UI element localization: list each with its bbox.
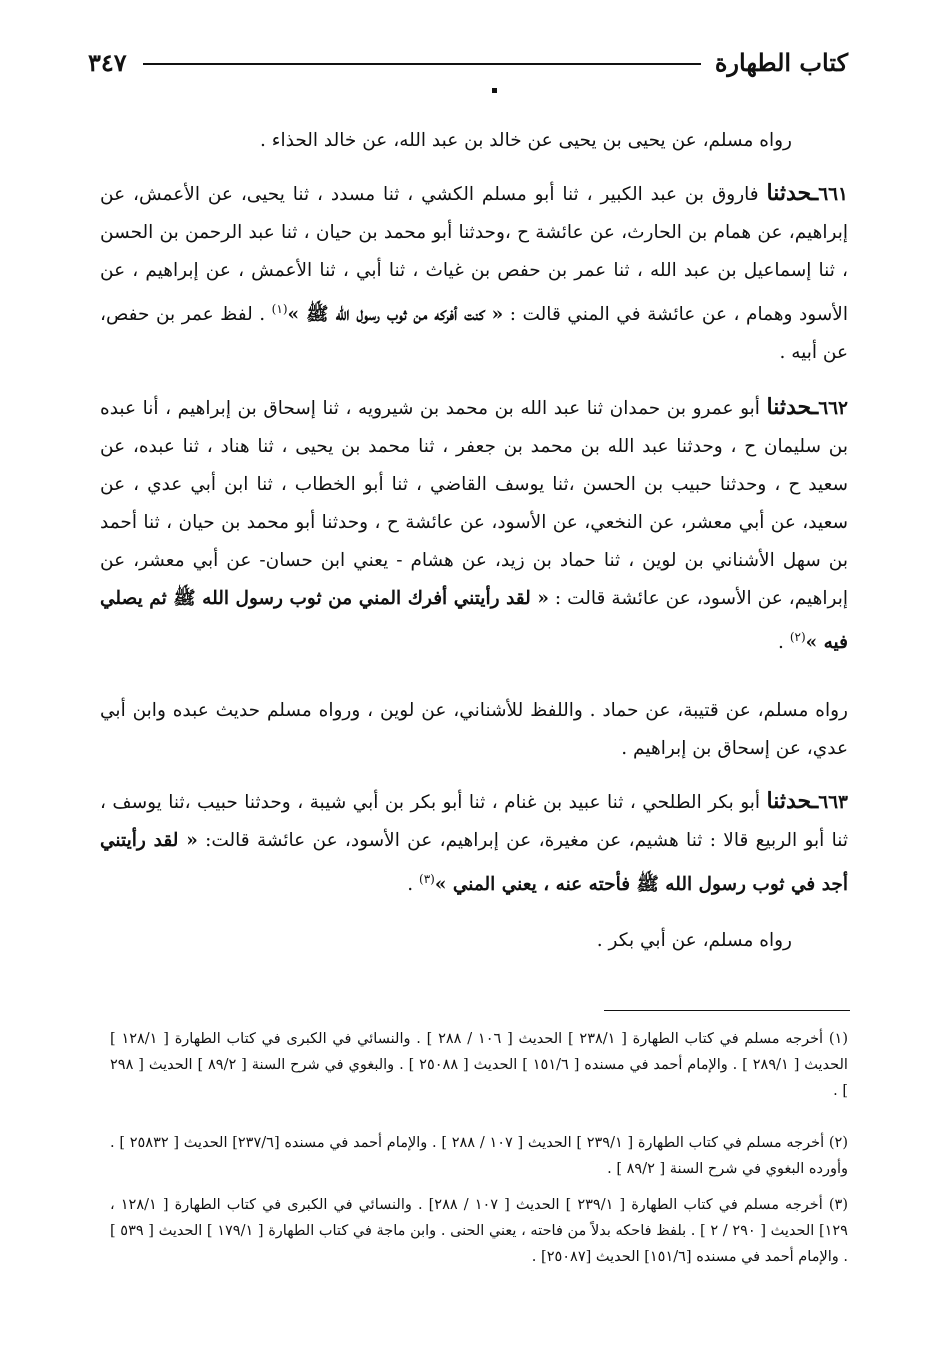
footnote-ref: (٣) — [419, 872, 435, 886]
footnote-1 — [110, 1026, 848, 1104]
page-number: ٣٤٧ — [88, 47, 127, 77]
haddathana-word: ـحدثنا — [766, 788, 819, 814]
footnote-text: أخرجه مسلم في كتاب الطهارة [ ٢٣٨/١ ] الحديث [ ١٠٦ / ٢٨٨ ] . والنسائي في الكبرى في كتاب الطهارة [ ١٢٨/١ ] الحديث [ ٢٨٩/١ ] . والإمام أحمد في مسنده [ ١٥١/٦ ] الحديث [ ٢٥٠٨٨ ] . والبغوي في شرح السنة [ ٨٩/٢ ] الحديث [ ٢٩٨ ] . — [110, 1031, 848, 1099]
isnad-text: فاروق بن عبد الكبير ، ثنا أبو مسلم الكشي ، ثنا مسدد ، ثنا يحيى، عن الأعمش، عن إبراهيم، عن همام بن الحارث، عن عائشة ح ،وحدثنا أبو محمد بن حيان ، ثنا عبد الرحمن بن الحسن ، ثنا إسماعيل بن عبد الله ، ثنا عمر بن حفص بن غياث ، ثنا أبي ، ثنا الأعمش ، عن إبراهيم ، عن الأسود وهمام ، عن عائشة في المني قالت : — [100, 184, 849, 326]
header-dot — [492, 88, 497, 93]
matn-text: « لقد رأيتني أجد في ثوب رسول الله ﷺ فأحته عنه ، يعني المني » — [100, 830, 848, 896]
footnote-ref: (١) — [271, 302, 288, 316]
footnote-text: أخرجه مسلم في كتاب الطهارة [ ٢٣٩/١ ] الحديث [ ١٠٧ / ٢٨٨] . والنسائي في الكبرى في كتاب الطهارة [ ١٢٨/١ ، ١٢٩] الحديث [ ٢٩٠ / ٢ ] . بلفظ فاحكه بدلاً من فاحته ، يعني الحنى . وابن ماجة في كتاب الطهارة [ ١٧٩/١ ] الحديث [ ٥٣٩ ] . والإمام أحمد في مسنده [١٥١/٦] الحديث [٢٥٠٨٧] . — [110, 1197, 848, 1265]
isnad-text: أبو عمرو بن حمدان ثنا عبد الله بن محمد بن شيرويه ، ثنا إسحاق بن إبراهيم ، أنا عبده بن سليمان ح ، وحدثنا عبد الله بن محمد بن جعفر ، ثنا محمد بن يحيى ، ثنا هناد ، ثنا عبده، عن سعيد ح ، وحدثنا حبيب بن الحسن ،ثنا يوسف القاضي ، ثنا أبو الخطاب ، ثنا ابن أبي عدي ، عن سعيد، عن أبي معشر، عن النخعي، عن الأسود، عن عائشة ح ، وحدثنا أبو محمد بن حيان ، ثنا أحمد بن سهل الأشناني بن لوين ، ثنا حماد بن زيد، عن هشام - يعني ابن حسان- عن أبي معشر، عن إبراهيم، عن الأسود، عن عائشة قالت : — [100, 398, 848, 609]
narration-note-663: رواه مسلم، عن أبي بكر . — [596, 930, 792, 951]
footnote-separator — [604, 1010, 850, 1011]
narration-note-660: رواه مسلم، عن يحيى بن يحيى عن خالد بن عبد الله، عن خالد الحذاء . — [260, 130, 792, 151]
footnote-number: (١) — [828, 1031, 848, 1047]
hadith-tail: . — [778, 632, 790, 654]
haddathana-word: ـحدثنا — [766, 394, 819, 420]
hadith-662 — [100, 388, 848, 662]
hadith-663 — [100, 782, 848, 904]
hadith-number: ٦٦٢ — [818, 398, 848, 419]
header-rule — [143, 63, 701, 65]
footnote-2 — [110, 1130, 848, 1182]
hadith-tail: . لفظ عمر بن حفص، عن أبيه . — [100, 304, 848, 364]
hadith-tail: . — [407, 874, 419, 896]
hadith-number: ٦٦٣ — [818, 792, 848, 813]
footnote-ref: (٢) — [789, 630, 806, 644]
footnote-number: (٢) — [828, 1135, 848, 1151]
book-title: كتاب الطهارة — [714, 47, 848, 77]
running-header — [88, 40, 848, 84]
narration-note-662: رواه مسلم، عن قتيبة، عن حماد . واللفظ للأشناني، عن لوين ، ورواه مسلم حديث عبده وابن أبي عدي، عن إسحاق بن إبراهيم . — [100, 700, 848, 759]
isnad-text: أبو بكر الطلحي ، ثنا عبيد بن غنام ، ثنا أبو بكر بن أبي شيبة ، وحدثنا حبيب ،ثنا يوسف ، ثنا أبو الربيع قالا : ثنا هشيم، عن مغيرة، عن إبراهيم، عن الأسود، عن عائشة قالت: — [100, 792, 848, 851]
matn-text: « كنت أفركه من ثوب رسول الله ﷺ » — [287, 304, 504, 326]
hadith-661 — [100, 174, 848, 372]
matn-text: « لقد رأيتني أفرك المني من ثوب رسول الله ﷺ ثم يصلي فيه » — [100, 588, 848, 654]
haddathana-word: ـحدثنا — [766, 180, 819, 206]
footnote-3 — [110, 1192, 848, 1270]
hadith-number: ٦٦١ — [818, 184, 848, 205]
footnote-number: (٣) — [828, 1197, 848, 1213]
footnote-text: أخرجه مسلم في كتاب الطهارة [ ٢٣٩/١ ] الحديث [ ١٠٧ / ٢٨٨ ] . والإمام أحمد في مسنده [٢٣٧/٦] الحديث [ ٢٥٨٣٢ ] . وأورده البغوي في شرح السنة [ ٨٩/٢ ] . — [110, 1135, 848, 1177]
